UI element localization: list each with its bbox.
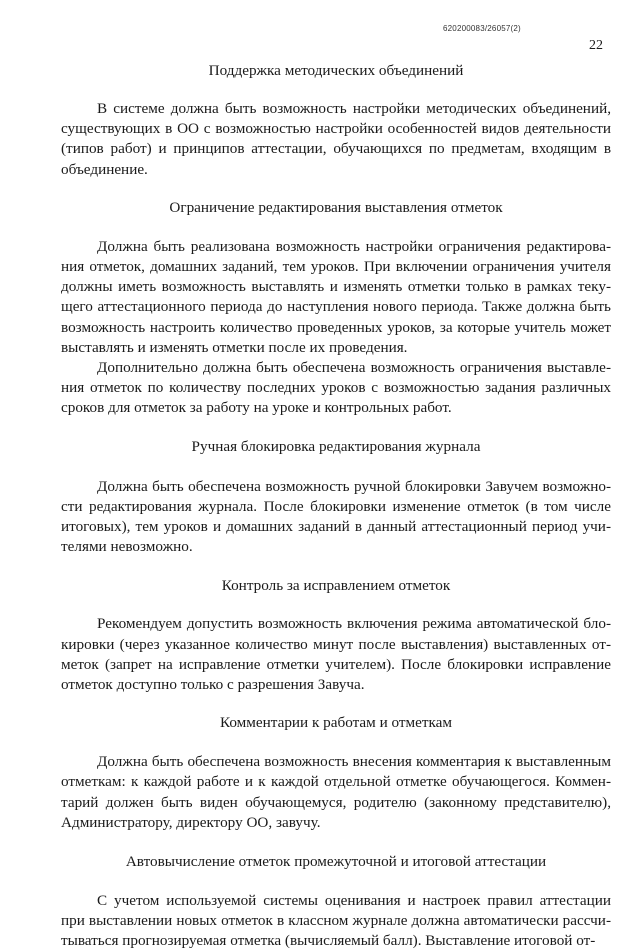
document-body <box>61 61 611 952</box>
paragraph: Дополнительно должна быть обеспечена возможность ограничения выставления отметок по количеству последних уроков с возможностью задания различных сроков для отметок за работу на уроке и контрольных работ. <box>61 359 611 417</box>
section-title-auto-calculation: Автовычисление отметок промежуточной и итоговой аттестации <box>125 853 547 871</box>
document-code: 620200083/26057(2) <box>443 24 521 33</box>
paragraph: Рекомендуем допустить возможность включения режима автоматической блокировки (через указанное количество минут после выставления) выставленных отметок (запрет на исправление отметки учителем). После блокировки исправление отметок доступно только с разрешения Завуча. <box>61 615 611 694</box>
section-title-grade-correction-control: Контроль за исправлением отметок <box>221 577 451 595</box>
page-number: 22 <box>589 38 603 53</box>
paragraph: Должна быть обеспечена возможность ручной блокировки Завучем возможности редактирования журнала. После блокировки изменение отметок (в том числе итоговых), тем уроков и домашних заданий в данный аттестационный период учителями невозможно. <box>61 477 611 556</box>
section-title-grade-editing-restriction: Ограничение редактирования выставления отметок <box>169 198 503 216</box>
paragraph: Должна быть реализована возможность настройки ограничения редактирования отметок, домашних заданий, тем уроков. При включении ограничения учителя должны иметь возможность выставлять и изменять отметки только в рамках текущего аттестационного периода до наступления нового периода. Также должна быть возможность настроить количество проведенных уроков, за которые учитель может выставлять и изменять отметки после их проведения. <box>61 237 611 356</box>
section-title-comments: Комментарии к работам и отметкам <box>219 714 453 732</box>
paragraph: Должна быть обеспечена возможность внесения комментария к выставленным отметкам: к каждой работе и к каждой отдельной отметке обучающегося. Комментарий должен быть виден обучающемуся, родителю (законному представителю), Администратору, директору ОО, завучу. <box>61 753 611 831</box>
paragraph: В системе должна быть возможность настройки методических объединений, существующих в ОО с возможностью настройки особенностей видов деятельности (типов работ) и принципов аттестации, обучающихся по предметам, входящим в объединение. <box>61 100 611 178</box>
section-title-methodical-associations: Поддержка методических объединений <box>208 62 464 79</box>
paragraph: С учетом используемой системы оценивания и настроек правил аттестации при выставлении новых отметок в классном журнале должна автоматически рассчитываться прогнозируемая отметка (вычисляемый балл). Выставление итоговой от- <box>61 892 611 950</box>
section-title-manual-journal-lock: Ручная блокировка редактирования журнала <box>191 437 481 455</box>
